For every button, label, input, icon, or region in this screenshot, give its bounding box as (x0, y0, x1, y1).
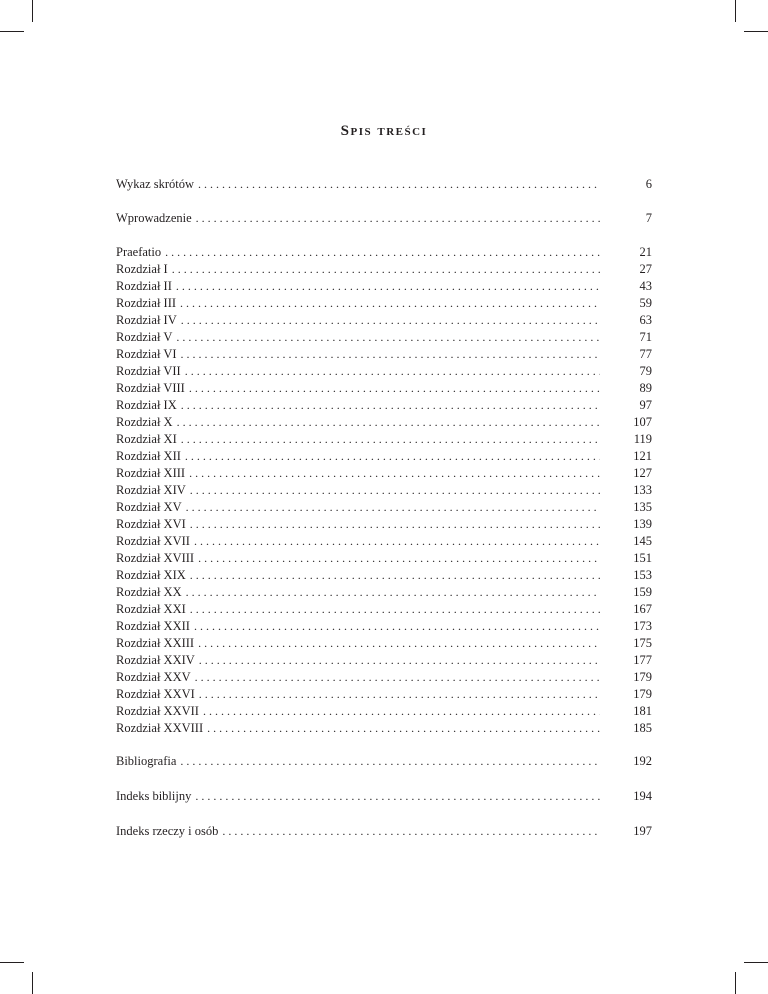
dot-leader (190, 601, 600, 618)
toc-entry-chapter[interactable] (116, 380, 652, 397)
dot-leader (195, 669, 600, 686)
toc-entry-page: 59 (639, 296, 652, 310)
toc-entry-indeks-rzeczy-i-osob[interactable] (116, 823, 652, 840)
toc-entry-label: Rozdział V (116, 330, 173, 344)
toc-entry-page: 43 (639, 279, 652, 293)
dot-leader (196, 210, 600, 227)
toc-entry-label: Indeks biblijny (116, 789, 192, 803)
crop-mark-top-left-horizontal (0, 31, 24, 32)
dot-leader (190, 482, 600, 499)
toc-entry-chapter[interactable] (116, 618, 652, 635)
toc-entry-chapter[interactable] (116, 482, 652, 499)
toc-entry-page: 145 (633, 534, 652, 548)
toc-entry-page: 177 (633, 653, 652, 667)
toc-entry-page: 79 (639, 364, 652, 378)
dot-leader (195, 788, 600, 805)
toc-entry-page: 179 (633, 687, 652, 701)
toc-entry-chapter[interactable] (116, 295, 652, 312)
toc-entry-page: 97 (639, 398, 652, 412)
toc-entry-chapter[interactable] (116, 635, 652, 652)
chapter-list (116, 244, 652, 737)
toc-entry-page: 192 (633, 754, 652, 768)
toc-entry-label: Indeks rzeczy i osób (116, 824, 219, 838)
toc-entry-wykaz-skrotow[interactable] (116, 176, 652, 193)
toc-entry-chapter[interactable] (116, 465, 652, 482)
toc-entry-label: Rozdział XIV (116, 483, 186, 497)
toc-entry-label: Rozdział XVI (116, 517, 186, 531)
toc-entry-page: 194 (633, 789, 652, 803)
dot-leader (181, 312, 600, 329)
toc-entry-chapter[interactable] (116, 329, 652, 346)
toc-entry-chapter[interactable] (116, 278, 652, 295)
dot-leader (186, 584, 600, 601)
toc-entry-page: 21 (639, 245, 652, 259)
toc-entry-chapter[interactable] (116, 533, 652, 550)
dot-leader (199, 686, 600, 703)
toc-entry-label: Rozdział XXV (116, 670, 191, 684)
toc-entry-page: 179 (633, 670, 652, 684)
dot-leader (199, 652, 600, 669)
toc-entry-label: Rozdział XVII (116, 534, 190, 548)
toc-entry-label: Rozdział XV (116, 500, 182, 514)
toc-entry-chapter[interactable] (116, 499, 652, 516)
dot-leader (165, 244, 600, 261)
toc-entry-page: 71 (639, 330, 652, 344)
dot-leader (181, 397, 600, 414)
toc-entry-page: 139 (633, 517, 652, 531)
page-title: Spis treści (340, 123, 428, 139)
toc-entry-page: 77 (639, 347, 652, 361)
toc-entry-chapter[interactable] (116, 363, 652, 380)
dot-leader (198, 176, 600, 193)
toc-entry-chapter[interactable] (116, 567, 652, 584)
dot-leader (194, 533, 600, 550)
dot-leader (194, 618, 600, 635)
toc-entry-chapter[interactable] (116, 669, 652, 686)
crop-mark-top-right-horizontal (744, 31, 768, 32)
toc-entry-label: Rozdział X (116, 415, 173, 429)
dot-leader (222, 823, 600, 840)
toc-entry-label: Rozdział VI (116, 347, 177, 361)
dot-leader (172, 261, 600, 278)
toc-entry-label: Rozdział XIX (116, 568, 186, 582)
toc-entry-chapter[interactable] (116, 261, 652, 278)
toc-entry-label: Wykaz skrótów (116, 177, 195, 191)
toc-entry-label: Rozdział VIII (116, 381, 185, 395)
dot-leader (190, 567, 600, 584)
toc-entry-bibliografia[interactable] (116, 753, 652, 770)
toc-entry-chapter[interactable] (116, 703, 652, 720)
crop-mark-top-left-vertical (32, 0, 33, 22)
toc-entry-label: Rozdział XXVIII (116, 721, 204, 735)
toc-entry-chapter[interactable] (116, 312, 652, 329)
toc-entry-label: Rozdział XIII (116, 466, 186, 480)
toc-entry-label: Praefatio (116, 245, 162, 259)
toc-entry-page: 175 (633, 636, 652, 650)
toc-entry-page: 167 (633, 602, 652, 616)
crop-mark-top-right-vertical (735, 0, 736, 22)
toc-entry-chapter[interactable] (116, 397, 652, 414)
toc-entry-page: 159 (633, 585, 652, 599)
toc-entry-label: Rozdział XXVII (116, 704, 199, 718)
toc-entry-page: 27 (639, 262, 652, 276)
toc-entry-page: 185 (633, 721, 652, 735)
toc-entry-label: Wprowadzenie (116, 211, 192, 225)
dot-leader (189, 380, 600, 397)
crop-mark-bottom-left-vertical (32, 972, 33, 994)
dot-leader (185, 448, 600, 465)
toc-entry-chapter[interactable] (116, 346, 652, 363)
dot-leader (207, 720, 600, 737)
dot-leader (177, 414, 600, 431)
dot-leader (181, 431, 600, 448)
dot-leader (181, 346, 600, 363)
toc-entry-label: Rozdział XII (116, 449, 181, 463)
table-of-contents (116, 176, 652, 840)
toc-entry-chapter[interactable] (116, 652, 652, 669)
dot-leader (198, 550, 600, 567)
toc-entry-label: Rozdział I (116, 262, 168, 276)
toc-entry-chapter[interactable] (116, 431, 652, 448)
toc-entry-label: Rozdział XXI (116, 602, 186, 616)
toc-entry-label: Rozdział XXII (116, 619, 190, 633)
toc-entry-label: Rozdział XX (116, 585, 182, 599)
dot-leader (180, 753, 600, 770)
dot-leader (176, 278, 600, 295)
dot-leader (189, 465, 600, 482)
toc-entry-indeks-biblijny[interactable] (116, 788, 652, 805)
toc-entry-page: 151 (633, 551, 652, 565)
toc-entry-chapter[interactable] (116, 720, 652, 737)
toc-entry-page: 107 (633, 415, 652, 429)
crop-mark-bottom-left-horizontal (0, 962, 24, 963)
toc-entry-label: Rozdział XXVI (116, 687, 195, 701)
toc-entry-label: Rozdział II (116, 279, 172, 293)
dot-leader (176, 329, 600, 346)
toc-entry-label: Rozdział XXIV (116, 653, 195, 667)
toc-entry-label: Rozdział XVIII (116, 551, 195, 565)
toc-entry-chapter[interactable] (116, 584, 652, 601)
toc-entry-chapter[interactable] (116, 686, 652, 703)
toc-entry-page: 135 (633, 500, 652, 514)
toc-entry-page: 6 (645, 177, 652, 191)
toc-entry-page: 121 (633, 449, 652, 463)
toc-entry-label: Rozdział XXIII (116, 636, 195, 650)
toc-entry-label: Rozdział XI (116, 432, 177, 446)
dot-leader (180, 295, 600, 312)
toc-entry-page: 153 (633, 568, 652, 582)
crop-mark-bottom-right-vertical (735, 972, 736, 994)
toc-entry-page: 89 (639, 381, 652, 395)
toc-entry-page: 133 (633, 483, 652, 497)
toc-entry-chapter[interactable] (116, 448, 652, 465)
dot-leader (198, 635, 600, 652)
crop-mark-bottom-right-horizontal (744, 962, 768, 963)
dot-leader (203, 703, 600, 720)
toc-entry-page: 181 (633, 704, 652, 718)
toc-entry-chapter[interactable] (116, 550, 652, 567)
toc-entry-page: 119 (633, 432, 652, 446)
toc-entry-page: 127 (633, 466, 652, 480)
toc-entry-page: 63 (639, 313, 652, 327)
toc-entry-label: Rozdział III (116, 296, 177, 310)
toc-entry-wprowadzenie[interactable] (116, 210, 652, 227)
toc-entry-chapter[interactable] (116, 414, 652, 431)
toc-entry-page: 7 (645, 211, 652, 225)
toc-entry-page: 173 (633, 619, 652, 633)
dot-leader (186, 499, 600, 516)
toc-entry-chapter[interactable] (116, 601, 652, 618)
toc-entry-label: Rozdział IV (116, 313, 177, 327)
toc-entry-chapter[interactable] (116, 244, 652, 261)
toc-entry-page: 197 (633, 824, 652, 838)
toc-entry-label: Bibliografia (116, 754, 177, 768)
toc-entry-label: Rozdział IX (116, 398, 177, 412)
dot-leader (185, 363, 600, 380)
dot-leader (190, 516, 600, 533)
toc-entry-chapter[interactable] (116, 516, 652, 533)
toc-entry-label: Rozdział VII (116, 364, 181, 378)
